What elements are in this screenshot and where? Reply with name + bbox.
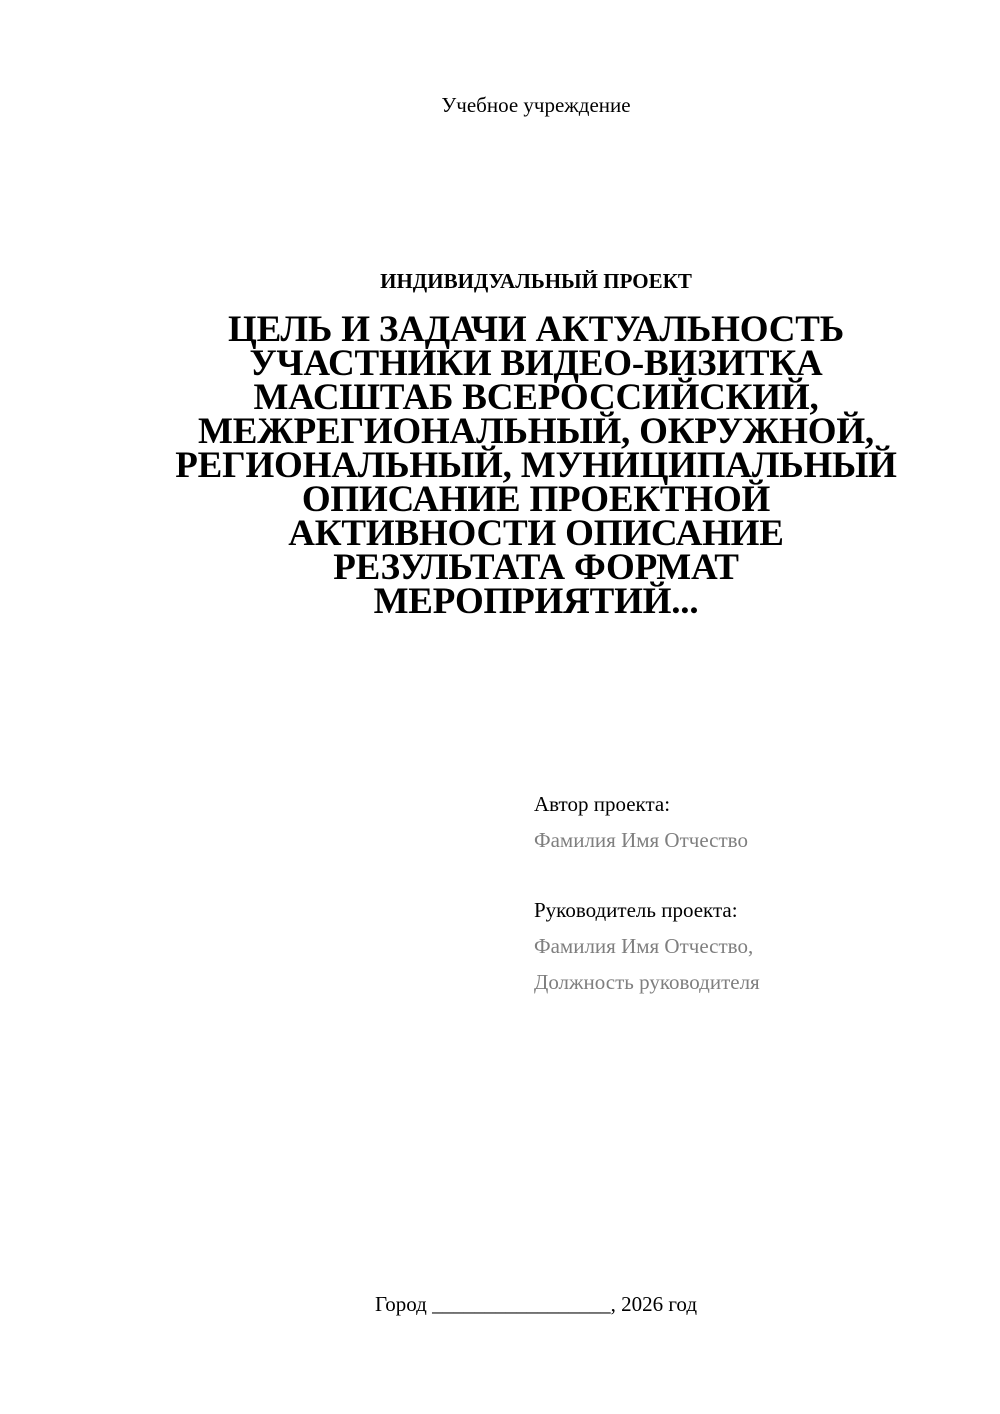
supervisor-label: Руководитель проекта:	[534, 898, 738, 922]
title-line: МЕРОПРИЯТИЙ...	[373, 581, 699, 622]
title-line: МАСШТАБ ВСЕРОССИЙСКИЙ,	[253, 377, 819, 418]
supervisor-name: Фамилия Имя Отчество,	[534, 934, 754, 958]
city-year-footer	[0, 1289, 1000, 1319]
author-name: Фамилия Имя Отчество	[534, 828, 748, 852]
title-line: УЧАСТНИКИ ВИДЕО-ВИЗИТКА	[249, 343, 823, 384]
year-text: , 2026 год	[610, 1292, 698, 1316]
author-block	[534, 786, 974, 858]
title-line: ОПИСАНИЕ ПРОЕКТНОЙ	[301, 479, 771, 520]
title-line: АКТИВНОСТИ ОПИСАНИЕ	[288, 513, 784, 554]
city-blank: _________________	[432, 1292, 611, 1316]
title-line: ЦЕЛЬ И ЗАДАЧИ АКТУАЛЬНОСТЬ	[227, 309, 844, 350]
title-line: МЕЖРЕГИОНАЛЬНЫЙ, ОКРУЖНОЙ,	[198, 411, 874, 452]
city-label: Город	[374, 1292, 427, 1316]
title-line: РЕЗУЛЬТАТА ФОРМАТ	[333, 547, 739, 588]
project-title	[150, 309, 922, 622]
project-type-label: ИНДИВИДУАЛЬНЫЙ ПРОЕКТ	[380, 269, 692, 293]
supervisor-block	[534, 892, 974, 1000]
author-label: Автор проекта:	[534, 792, 671, 816]
institution-name: Учебное учреждение	[441, 93, 631, 117]
supervisor-position: Должность руководителя	[534, 970, 760, 994]
title-line: РЕГИОНАЛЬНЫЙ, МУНИЦИПАЛЬНЫЙ	[175, 445, 897, 486]
